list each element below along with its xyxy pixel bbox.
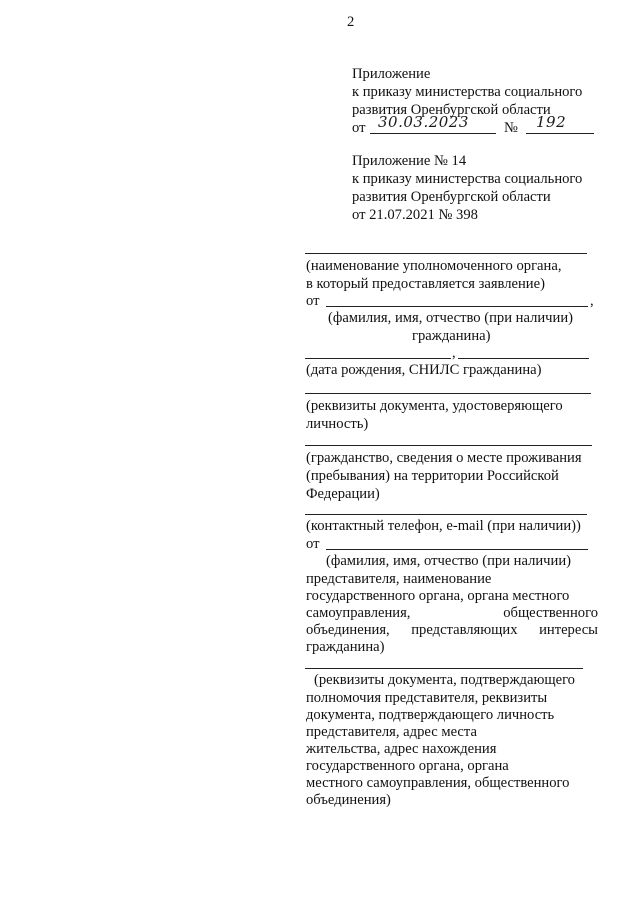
appendix-number-handwritten: 192 (536, 113, 567, 131)
representative-hint-6: гражданина) (306, 639, 385, 655)
requisites-hint-7: местного самоуправления, общественного (306, 775, 570, 791)
appendix14-line-2: развития Оренбургской области (352, 189, 551, 205)
representative-hint-4b: общественного (503, 605, 598, 621)
requisites-hint-6: государственного органа, органа (306, 758, 509, 774)
from-label: от (306, 293, 320, 309)
representative-hint-5a: объединения, (306, 622, 390, 638)
contact-line (305, 514, 587, 515)
citizenship-hint-1: (гражданство, сведения о месте проживания (306, 450, 582, 466)
appendix14-line-1: к приказу министерства социального (352, 171, 583, 187)
appendix-line-2: развития Оренбургской области (352, 102, 551, 118)
representative-hint-1: (фамилия, имя, отчество (при наличии) (326, 553, 572, 569)
citizenship-line (305, 445, 592, 446)
requisites-hint-5: жительства, адрес нахождения (306, 741, 497, 757)
representative-hint-5b: представляющих (411, 622, 518, 638)
representative-hint-2: представителя, наименование (306, 571, 492, 587)
fio-hint-2: гражданина) (412, 328, 491, 344)
requisites-hint-2: полномочия представителя, реквизиты (306, 690, 548, 706)
organ-name-line (305, 253, 587, 254)
representative-hint-5 (306, 622, 598, 640)
appendix-date-handwritten: 30.03.2023 (378, 113, 469, 131)
requisites-hint-8: объединения) (306, 792, 391, 808)
organ-hint-1: (наименование уполномоченного органа, (306, 258, 562, 274)
birth-date-line (305, 358, 451, 359)
page-number: 2 (347, 14, 355, 30)
identity-doc-hint-1: (реквизиты документа, удостоверяющего (306, 398, 563, 414)
appendix-line-1: к приказу министерства социального (352, 84, 583, 100)
requisites-hint-1: (реквизиты документа, подтверждающего (314, 672, 575, 688)
appendix-from-label: от (352, 120, 366, 136)
citizenship-hint-2: (пребывания) на территории Российской (306, 468, 559, 484)
identity-doc-line (305, 393, 591, 394)
birth-hint: (дата рождения, СНИЛС гражданина) (306, 362, 542, 378)
fio-hint-1: (фамилия, имя, отчество (при наличии) (328, 310, 574, 326)
from-label-2: от (306, 536, 320, 552)
requisites-hint-4: представителя, адрес места (306, 724, 477, 740)
appendix-date-underline (370, 133, 496, 134)
representative-hint-3: государственного органа, органа местного (306, 588, 570, 604)
appendix-number-underline (526, 133, 594, 134)
representative-hint-5c: интересы (539, 622, 598, 638)
citizenship-hint-3: Федерации) (306, 486, 380, 502)
snils-line (458, 358, 589, 359)
appendix-title: Приложение (352, 66, 431, 82)
organ-hint-2: в который предоставляется заявление) (306, 276, 545, 292)
requisites-hint-3: документа, подтверждающего личность (306, 707, 555, 723)
representative-hint-4 (306, 605, 598, 623)
appendix-number-label: № (504, 120, 518, 136)
appendix14-line-3: от 21.07.2021 № 398 (352, 207, 478, 223)
appendix14-title: Приложение № 14 (352, 153, 467, 169)
birth-comma: , (452, 345, 456, 361)
representative-hint-4a: самоуправления, (306, 605, 411, 621)
identity-doc-hint-2: личность) (306, 416, 369, 432)
from-name-line (326, 306, 588, 307)
representative-name-line (326, 549, 588, 550)
from-comma: , (590, 293, 594, 309)
contact-hint: (контактный телефон, e-mail (при наличии)) (306, 518, 581, 534)
requisites-line (305, 668, 583, 669)
